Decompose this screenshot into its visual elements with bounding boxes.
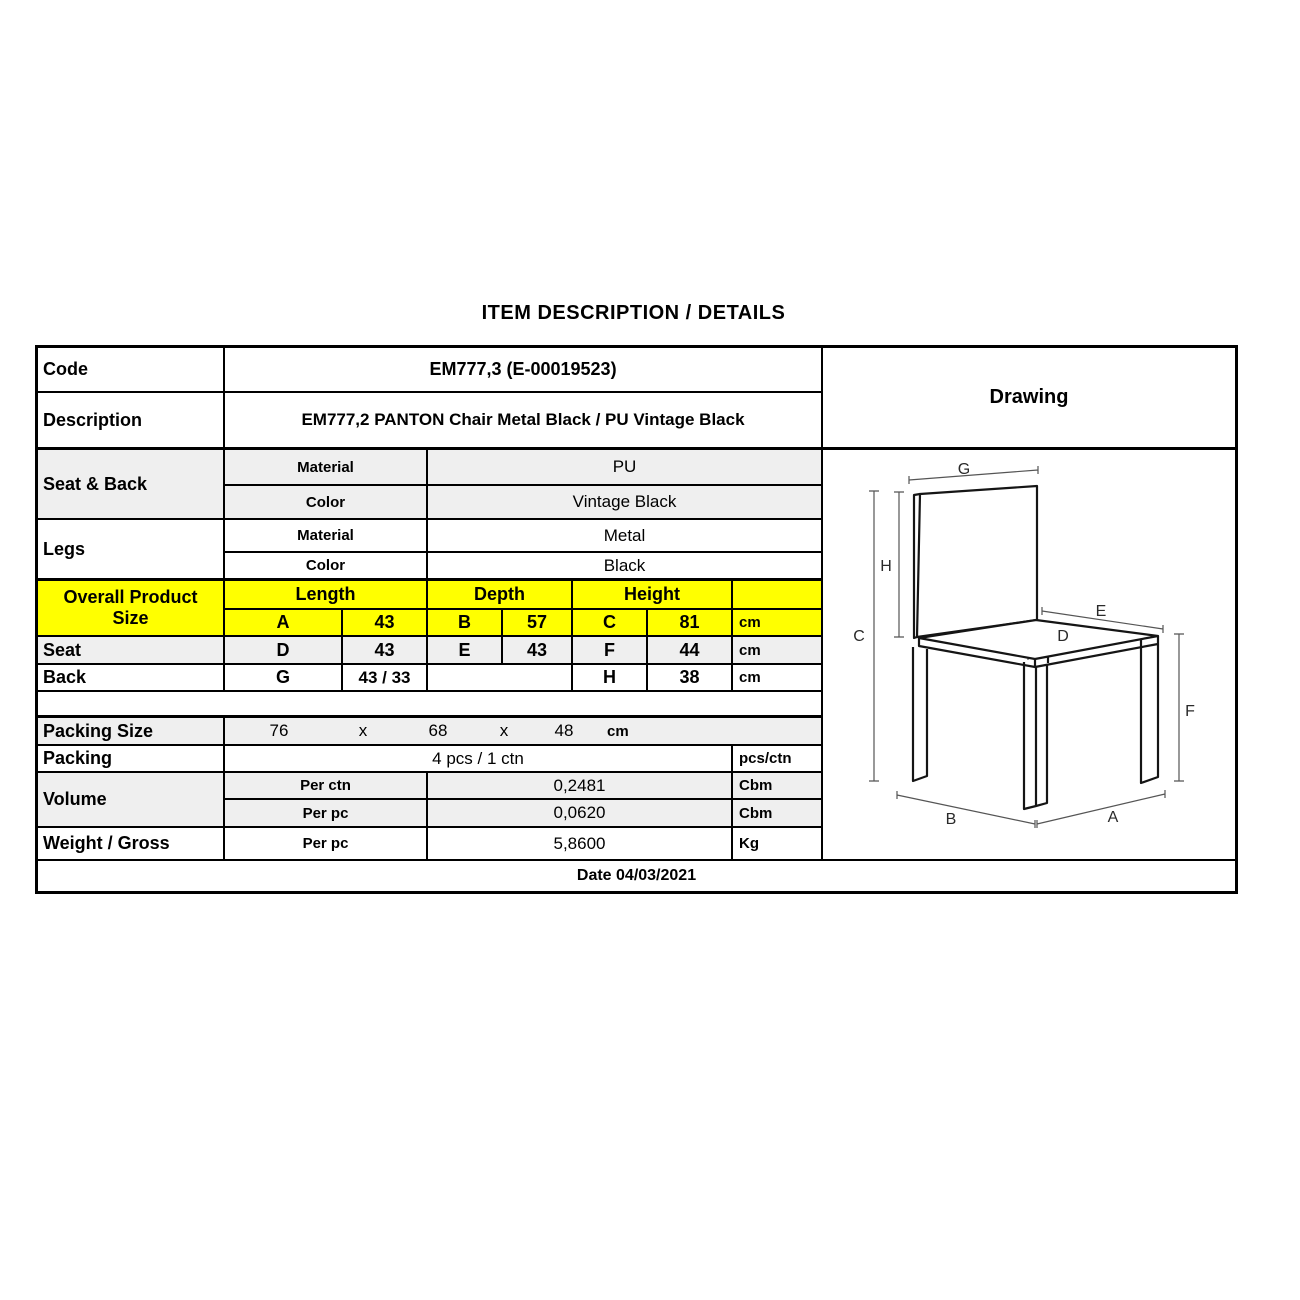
- dim-f-value: 44: [648, 637, 733, 665]
- volume-per-pc-value: 0,0620: [428, 800, 733, 828]
- drawing-cell: [823, 450, 1235, 861]
- volume-label: Volume: [38, 773, 225, 828]
- weight-per-pc-label: Per pc: [225, 828, 428, 861]
- dim-d-key: D: [225, 637, 343, 665]
- overall-size-label-line2: Size: [112, 608, 149, 628]
- legs-material-label: Material: [225, 520, 428, 553]
- dim-g-value: 43 / 33: [343, 665, 428, 692]
- dim-label-d: D: [1057, 628, 1069, 645]
- packing-unit: pcs/ctn: [733, 746, 823, 773]
- dim-label-e: E: [1095, 603, 1107, 620]
- seat-row-unit: cm: [733, 637, 823, 665]
- back-row-unit: cm: [733, 665, 823, 692]
- dim-a-key: A: [225, 610, 343, 637]
- dim-label-a: A: [1107, 809, 1119, 826]
- volume-per-pc-label: Per pc: [225, 800, 428, 828]
- dim-f-key: F: [573, 637, 648, 665]
- chair-outline: [913, 486, 1158, 809]
- legs-color-value: Black: [428, 553, 823, 581]
- packing-value: 4 pcs / 1 ctn: [225, 746, 733, 773]
- weight-value: 5,8600: [428, 828, 733, 861]
- dim-c-key: C: [573, 610, 648, 637]
- dim-d-value: 43: [343, 637, 428, 665]
- length-header: Length: [225, 581, 428, 610]
- seat-back-material-value: PU: [428, 450, 823, 486]
- dim-e-key: E: [428, 637, 503, 665]
- description-value: EM777,2 PANTON Chair Metal Black / PU Vintage Black: [225, 393, 823, 450]
- dim-h-key: H: [573, 665, 648, 692]
- legs-material-value: Metal: [428, 520, 823, 553]
- dim-h-value: 38: [648, 665, 733, 692]
- dim-label-h: H: [880, 558, 892, 575]
- size-header-blank: [733, 581, 823, 610]
- depth-header: Depth: [428, 581, 573, 610]
- dim-label-f: F: [1185, 703, 1195, 720]
- dim-label-c: C: [853, 628, 865, 645]
- packing-size-label: Packing Size: [38, 718, 225, 746]
- dim-e-value: 43: [503, 637, 573, 665]
- chair-left-leg: [913, 647, 927, 781]
- volume-per-ctn-unit: Cbm: [733, 773, 823, 800]
- page-title: ITEM DESCRIPTION / DETAILS: [481, 302, 786, 324]
- seat-back-color-value: Vintage Black: [428, 486, 823, 520]
- seat-back-color-label: Color: [225, 486, 428, 520]
- volume-per-pc-unit: Cbm: [733, 800, 823, 828]
- spec-table: [35, 345, 1238, 894]
- dim-label-b: B: [945, 811, 957, 828]
- description-label: Description: [38, 393, 225, 450]
- packing-size-v3: 48: [554, 721, 574, 740]
- legs-label: Legs: [38, 520, 225, 581]
- weight-label: Weight / Gross: [38, 828, 225, 861]
- dim-a-value: 43: [343, 610, 428, 637]
- dim-c-value: 81: [648, 610, 733, 637]
- chair-right-leg: [1141, 640, 1158, 783]
- legs-color-label: Color: [225, 553, 428, 581]
- dim-g-key: G: [225, 665, 343, 692]
- packing-size-v2: 68: [428, 721, 448, 740]
- packing-size-sep1: x: [358, 721, 368, 740]
- code-value: EM777,3 (E-00019523): [225, 348, 823, 393]
- chair-backrest: [917, 486, 1037, 637]
- packing-size-value: [225, 718, 823, 746]
- volume-per-ctn-label: Per ctn: [225, 773, 428, 800]
- weight-unit: Kg: [733, 828, 823, 861]
- dim-b-key: B: [428, 610, 503, 637]
- seat-back-material-label: Material: [225, 450, 428, 486]
- packing-size-v1: 76: [269, 721, 289, 740]
- back-row-label: Back: [38, 665, 225, 692]
- volume-per-ctn-value: 0,2481: [428, 773, 733, 800]
- chair-drawing: [823, 450, 1233, 859]
- overall-size-label: [38, 581, 225, 637]
- drawing-header: Drawing: [823, 348, 1235, 450]
- seat-row-label: Seat: [38, 637, 225, 665]
- spacer-row: [38, 692, 823, 718]
- packing-size-unit: cm: [607, 722, 629, 740]
- overall-size-label-line1: Overall Product: [63, 587, 198, 608]
- dim-label-g: G: [957, 461, 971, 478]
- code-label: Code: [38, 348, 225, 393]
- date-row: Date 04/03/2021: [38, 861, 1235, 891]
- back-row-blank: [428, 665, 573, 692]
- overall-size-unit: cm: [733, 610, 823, 637]
- seat-back-label: Seat & Back: [38, 450, 225, 520]
- dim-b-value: 57: [503, 610, 573, 637]
- height-header: Height: [573, 581, 733, 610]
- packing-label: Packing: [38, 746, 225, 773]
- chair-front-leg: [1024, 662, 1047, 809]
- packing-size-sep2: x: [499, 721, 509, 740]
